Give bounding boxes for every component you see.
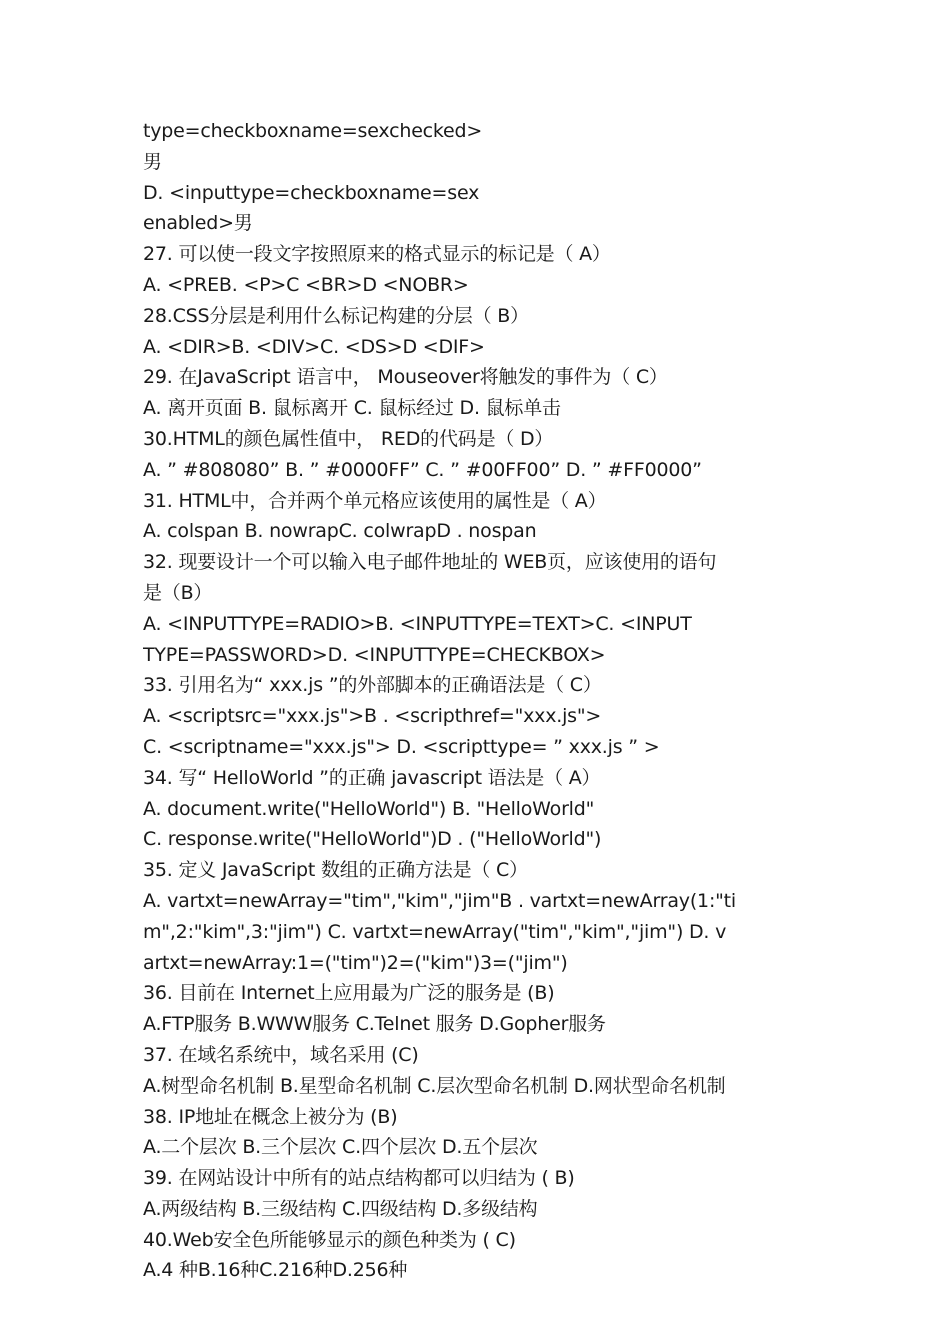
options-28: A. <DIR>B. <DIV>C. <DS>D <DIF>	[143, 335, 485, 358]
question-39: 39. 在网站设计中所有的站点结构都可以归结为 ( B)	[143, 1167, 575, 1190]
options-35-cont: m",2:"kim",3:"jim") C. vartxt=newArray("tim","kim","jim") D. v	[143, 920, 727, 943]
options-35-cont2: artxt=newArray:1=("tim")2=("kim")3=("jim")	[143, 951, 568, 974]
question-32: 32. 现要设计一个可以输入电子邮件地址的 WEB页，应该使用的语句	[143, 551, 717, 574]
options-37: A.树型命名机制 B.星型命名机制 C.层次型命名机制 D.网状型命名机制	[143, 1074, 726, 1097]
options-35: A. vartxt=newArray="tim","kim","jim"B . vartxt=newArray(1:"ti	[143, 889, 737, 912]
options-39: A.两级结构 B.三级结构 C.四级结构 D.多级结构	[143, 1197, 538, 1220]
question-30: 30.HTML的颜色属性值中， RED的代码是（ D）	[143, 427, 554, 450]
question-34: 34. 写“ HelloWorld ”的正确 javascript 语法是（ A）	[143, 766, 601, 789]
options-36: A.FTP服务 B.WWW服务 C.Telnet 服务 D.Gopher服务	[143, 1013, 606, 1036]
question-40: 40.Web安全色所能够显示的颜色种类为 ( C)	[143, 1228, 516, 1251]
options-34-cont: C. response.write("HelloWorld")D . ("HelloWorld")	[143, 828, 602, 851]
question-32-cont: 是（B）	[143, 581, 213, 604]
options-34: A. document.write("HelloWorld") B. "HelloWorld"	[143, 797, 595, 820]
options-32-cont: TYPE=PASSWORD>D. <INPUTTYPE=CHECKBOX>	[143, 643, 606, 666]
question-36: 36. 目前在 Internet上应用最为广泛的服务是 (B)	[143, 982, 555, 1005]
document-text	[143, 116, 833, 1286]
text-line: 男	[143, 150, 162, 173]
question-33: 33. 引用名为“ xxx.js ”的外部脚本的正确语法是（ C）	[143, 674, 602, 697]
text-line: enabled>男	[143, 212, 253, 235]
question-37: 37. 在域名系统中，域名采用 (C)	[143, 1043, 419, 1066]
question-28: 28.CSS分层是利用什么标记构建的分层（ B）	[143, 304, 529, 327]
options-31: A. colspan B. nowrapC. colwrapD . nospan	[143, 520, 537, 543]
options-30: A. ” #808080” B. ” #0000FF” C. ” #00FF00” D. ” #FF0000”	[143, 458, 702, 481]
question-35: 35. 定义 JavaScript 数组的正确方法是（ C）	[143, 859, 528, 882]
options-29: A. 离开页面 B. 鼠标离开 C. 鼠标经过 D. 鼠标单击	[143, 397, 561, 420]
options-38: A.二个层次 B.三个层次 C.四个层次 D.五个层次	[143, 1136, 538, 1159]
text-line: type=checkboxname=sexchecked>	[143, 120, 483, 142]
options-27: A. <PREB. <P>C <BR>D <NOBR>	[143, 273, 469, 296]
question-27: 27. 可以使一段文字按照原来的格式显示的标记是（ A）	[143, 243, 611, 266]
options-40: A.4 种B.16种C.216种D.256种	[143, 1259, 408, 1282]
text-line: D. <inputtype=checkboxname=sex	[143, 181, 480, 204]
question-31: 31. HTML中，合并两个单元格应该使用的属性是（ A）	[143, 489, 607, 512]
options-32: A. <INPUTTYPE=RADIO>B. <INPUTTYPE=TEXT>C. <INPUT	[143, 612, 692, 635]
options-33: A. <scriptsrc="xxx.js">B . <scripthref="xxx.js">	[143, 705, 602, 728]
options-33-cont: C. <scriptname="xxx.js"> D. <scripttype= ” xxx.js ” >	[143, 735, 660, 758]
question-29: 29. 在JavaScript 语言中， Mouseover将触发的事件为（ C）	[143, 366, 668, 389]
question-38: 38. IP地址在概念上被分为 (B)	[143, 1105, 398, 1128]
